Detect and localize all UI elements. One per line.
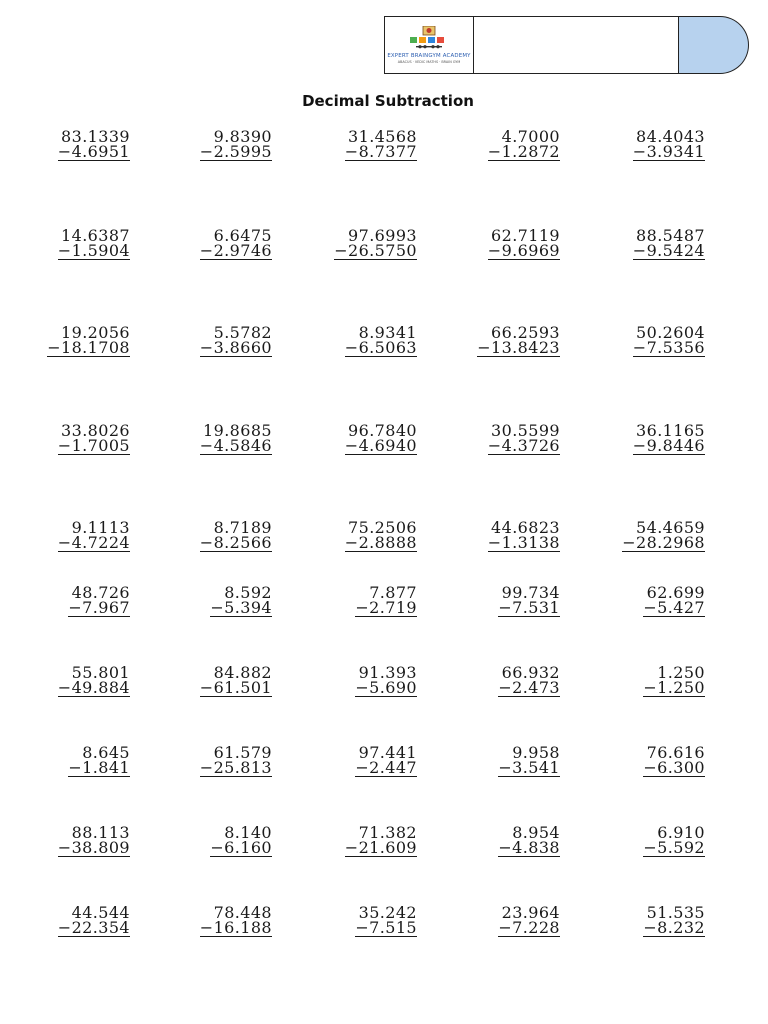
minuend: 14.6387 [61,226,130,245]
subtrahend: −28.2968 [622,533,705,552]
minuend: 8.7189 [213,518,272,537]
subtraction-problem [0,129,130,169]
minuend: 8.9341 [358,323,417,342]
subtrahend: −26.5750 [334,241,417,260]
subtraction-problem [565,129,705,169]
minuend: 44.544 [71,903,130,922]
subtraction-problem [565,520,705,560]
minuend: 51.535 [646,903,705,922]
minuend: 78.448 [213,903,272,922]
subtrahend: −5.690 [355,678,417,697]
minuend: 8.140 [224,823,272,842]
subtrahend: −4.7224 [57,533,130,552]
subtrahend: −1.250 [643,678,705,697]
minuend: 9.958 [512,743,560,762]
subtrahend: −1.2872 [487,142,560,161]
subtrahend: −38.809 [57,838,130,857]
subtraction-problem [0,423,130,463]
subtraction-problem [132,423,272,463]
subtraction-problem [132,129,272,169]
subtraction-problem [0,905,130,945]
subtraction-problem [420,520,560,560]
minuend: 61.579 [213,743,272,762]
subtrahend: −5.427 [643,598,705,617]
minuend: 33.8026 [61,421,130,440]
subtraction-problem [420,325,560,365]
subtrahend: −7.967 [68,598,130,617]
subtraction-problem [565,745,705,785]
subtraction-problem [277,905,417,945]
minuend: 66.932 [501,663,560,682]
subtraction-problem [132,905,272,945]
subtrahend: −7.531 [498,598,560,617]
subtrahend: −1.841 [68,758,130,777]
subtrahend: −4.5846 [199,436,272,455]
minuend: 6.6475 [213,226,272,245]
minuend: 9.1113 [71,518,130,537]
subtrahend: −7.515 [355,918,417,937]
minuend: 99.734 [501,583,560,602]
subtraction-problem [277,423,417,463]
minuend: 19.8685 [203,421,272,440]
subtraction-problem [0,665,130,705]
subtraction-problem [277,129,417,169]
subtraction-problem [565,665,705,705]
subtraction-problem [277,585,417,625]
minuend: 36.1165 [636,421,705,440]
minuend: 62.699 [646,583,705,602]
subtrahend: −3.541 [498,758,560,777]
subtraction-problem [565,905,705,945]
minuend: 6.910 [657,823,705,842]
subtraction-problem [132,585,272,625]
subtrahend: −4.838 [498,838,560,857]
subtraction-problem [0,325,130,365]
subtraction-problem [420,665,560,705]
minuend: 35.242 [358,903,417,922]
subtraction-problem [0,585,130,625]
subtraction-problem [132,745,272,785]
subtrahend: −5.394 [210,598,272,617]
subtraction-problem [565,585,705,625]
subtraction-problem [132,325,272,365]
subtrahend: −9.5424 [632,241,705,260]
subtrahend: −9.6969 [487,241,560,260]
subtrahend: −2.719 [355,598,417,617]
minuend: 71.382 [358,823,417,842]
subtraction-problem [420,228,560,268]
minuend: 31.4568 [348,127,417,146]
subtrahend: −6.5063 [344,338,417,357]
minuend: 8.592 [224,583,272,602]
subtraction-problem [565,825,705,865]
minuend: 83.1339 [61,127,130,146]
minuend: 4.7000 [501,127,560,146]
minuend: 9.8390 [213,127,272,146]
minuend: 84.882 [213,663,272,682]
minuend: 19.2056 [61,323,130,342]
minuend: 84.4043 [636,127,705,146]
logo-name: EXPERT BRAINGYM ACADEMY [387,53,471,59]
minuend: 44.6823 [491,518,560,537]
subtrahend: −9.8446 [632,436,705,455]
subtraction-problem [132,520,272,560]
subtrahend: −2.8888 [344,533,417,552]
subtrahend: −18.1708 [47,338,130,357]
subtrahend: −21.609 [344,838,417,857]
subtrahend: −2.473 [498,678,560,697]
subtraction-problem [277,665,417,705]
minuend: 62.7119 [491,226,560,245]
subtraction-problem [565,325,705,365]
minuend: 88.5487 [636,226,705,245]
subtrahend: −4.6940 [344,436,417,455]
minuend: 7.877 [369,583,417,602]
subtrahend: −8.232 [643,918,705,937]
subtraction-problem [132,825,272,865]
subtrahend: −5.592 [643,838,705,857]
logo-tagline: ABACUS · VEDIC MATHS · BRAIN GYM [397,60,461,64]
page-title: Decimal Subtraction [302,92,474,110]
subtrahend: −6.160 [210,838,272,857]
subtrahend: −1.3138 [487,533,560,552]
subtrahend: −3.8660 [199,338,272,357]
subtrahend: −6.300 [643,758,705,777]
minuend: 91.393 [358,663,417,682]
minuend: 76.616 [646,743,705,762]
minuend: 8.954 [512,823,560,842]
subtrahend: −22.354 [57,918,130,937]
minuend: 97.441 [358,743,417,762]
subtrahend: −2.447 [355,758,417,777]
subtrahend: −8.7377 [344,142,417,161]
subtraction-problem [420,585,560,625]
subtrahend: −2.9746 [199,241,272,260]
subtraction-problem [0,520,130,560]
subtraction-problem [277,825,417,865]
subtrahend: −1.5904 [57,241,130,260]
minuend: 50.2604 [636,323,705,342]
subtraction-problem [0,745,130,785]
subtraction-problem [420,745,560,785]
subtrahend: −49.884 [57,678,130,697]
subtraction-problem [420,423,560,463]
subtraction-problem [420,825,560,865]
minuend: 30.5599 [491,421,560,440]
subtraction-problem [132,665,272,705]
subtrahend: −8.2566 [199,533,272,552]
minuend: 54.4659 [636,518,705,537]
minuend: 23.964 [501,903,560,922]
minuend: 5.5782 [213,323,272,342]
minuend: 8.645 [82,743,130,762]
subtrahend: −7.228 [498,918,560,937]
minuend: 97.6993 [348,226,417,245]
subtrahend: −4.3726 [487,436,560,455]
minuend: 75.2506 [348,518,417,537]
subtrahend: −4.6951 [57,142,130,161]
subtrahend: −3.9341 [632,142,705,161]
subtraction-problem [277,228,417,268]
subtraction-problem [0,825,130,865]
minuend: 48.726 [71,583,130,602]
minuend: 55.801 [71,663,130,682]
subtraction-problem [132,228,272,268]
subtraction-problem [420,129,560,169]
subtraction-problem [277,325,417,365]
subtrahend: −61.501 [199,678,272,697]
subtrahend: −25.813 [199,758,272,777]
subtrahend: −1.7005 [57,436,130,455]
subtrahend: −13.8423 [477,338,560,357]
minuend: 66.2593 [491,323,560,342]
subtraction-problem [420,905,560,945]
subtraction-problem [565,228,705,268]
subtraction-problem [0,228,130,268]
subtrahend: −16.188 [199,918,272,937]
minuend: 96.7840 [348,421,417,440]
minuend: 88.113 [71,823,130,842]
subtraction-problem [277,745,417,785]
subtraction-problem [565,423,705,463]
subtraction-problem [277,520,417,560]
subtrahend: −7.5356 [632,338,705,357]
minuend: 1.250 [657,663,705,682]
subtrahend: −2.5995 [199,142,272,161]
